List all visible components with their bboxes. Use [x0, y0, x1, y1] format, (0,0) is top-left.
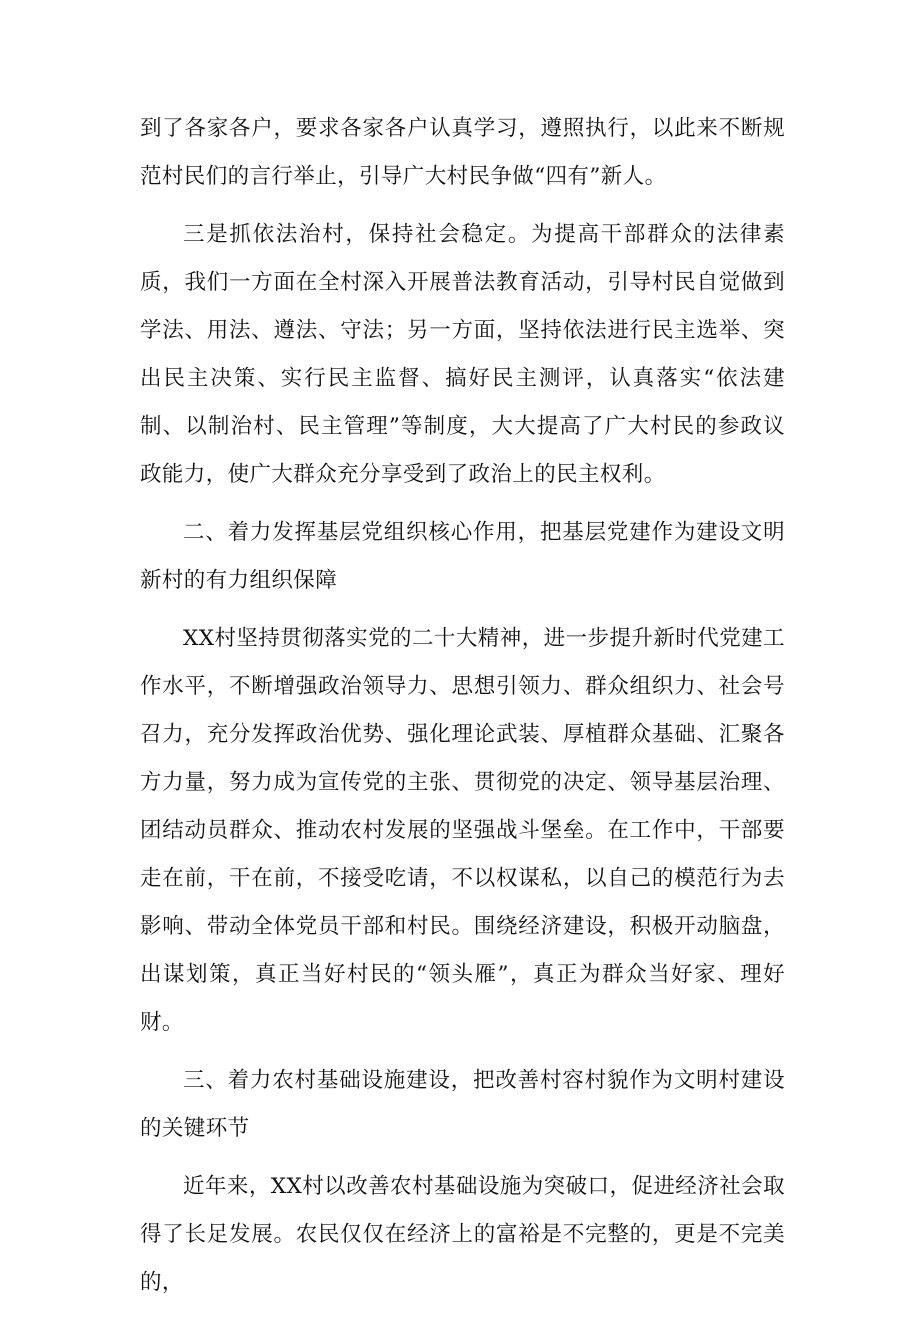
paragraph-party-building: XX村坚持贯彻落实党的二十大精神，进一步提升新时代党建工作水平，不断增强政治领导力、思想引领力、群众组织力、社会号召力，充分发挥政治优势、强化理论武装、厚植群众基础、汇聚各方力量，努力成为宣传党的主张、贯彻党的决定、领导基层治理、团结动员群众、推动农村发展的坚强战斗堡垒。在工作中，干部要走在前，干在前，不接受吃请，不以权谋私，以自己的模范行为去影响、带动全体党员干部和村民。围绕经济建设，积极开动脑盘，出谋划策，真正当好村民的“领头雁”，真正为群众当好家、理好财。 [140, 626, 785, 1035]
section-heading-infrastructure: 三、着力农村基础设施建设，把改善村容村貌作为文明村建设的关键环节 [140, 1068, 785, 1141]
paragraph-continuation: 到了各家各户，要求各家各户认真学习，遵照执行，以此来不断规范村民们的言行举止，引导广大村民争做“四有”新人。 [140, 116, 785, 189]
paragraph-infrastructure: 近年来，XX村以改善农村基础设施为突破口，促进经济社会取得了长足发展。农民仅仅在经济上的富裕是不完整的，更是不完美的， [140, 1174, 785, 1295]
section-heading-party-building: 二、着力发挥基层党组织核心作用，把基层党建作为建设文明新村的有力组织保障 [140, 520, 785, 593]
paragraph-rule-of-law: 三是抓依法治村，保持社会稳定。为提高干部群众的法律素质，我们一方面在全村深入开展普法教育活动，引导村民自觉做到学法、用法、遵法、守法；另一方面，坚持依法进行民主选举、突出民主决策、实行民主监督、搞好民主测评，认真落实“依法建制、以制治村、民主管理”等制度，大大提高了广大村民的参政议政能力，使广大群众充分享受到了政治上的民主权利。 [140, 222, 785, 487]
document-body [140, 105, 785, 1317]
